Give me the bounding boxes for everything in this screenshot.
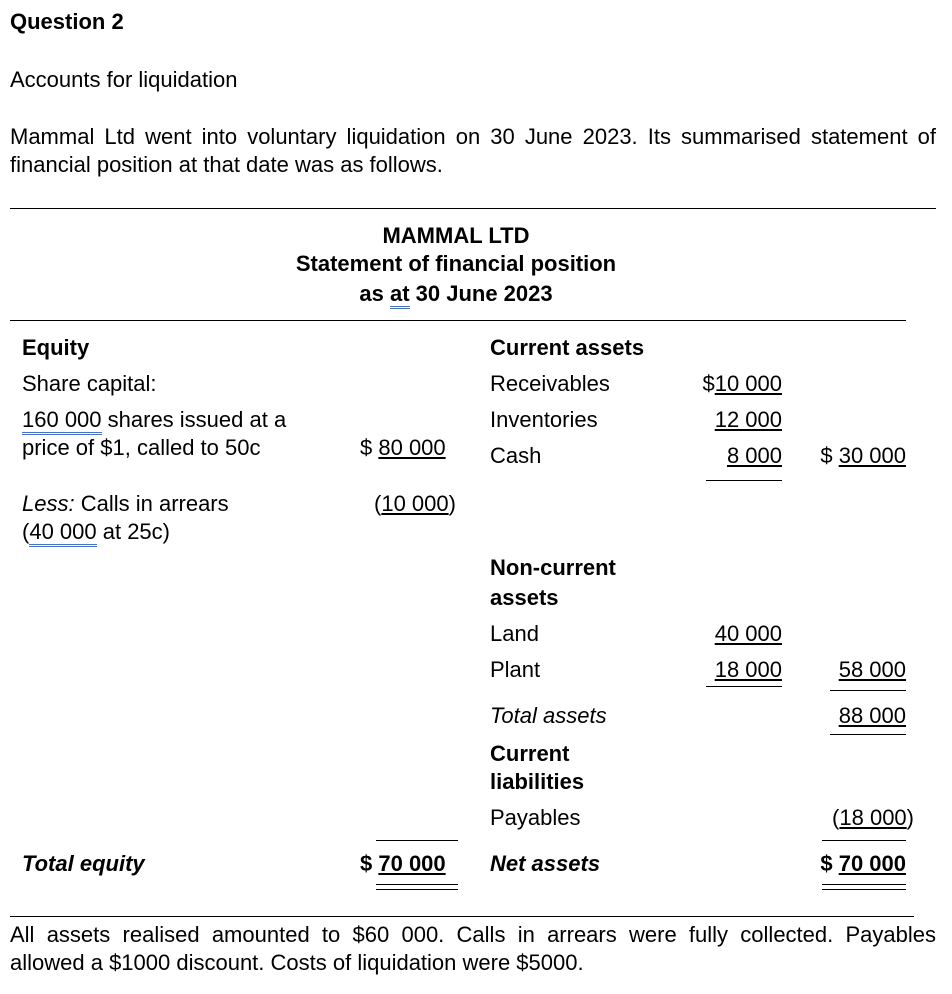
non-current-assets-heading-2: assets [490, 585, 559, 610]
inventories-value: 12 000 [714, 407, 782, 432]
non-current-subtotal-rule [830, 690, 906, 691]
net-assets-top-rule [822, 840, 906, 841]
equity-heading: Equity [22, 335, 90, 360]
current-assets-heading: Current assets [490, 335, 645, 360]
shares-issued-line-2: price of $1, called to 50c [22, 435, 261, 460]
plant-label: Plant [490, 657, 541, 682]
question-subheading: Accounts for liquidation [10, 67, 238, 92]
top-rule [10, 208, 936, 209]
net-assets-double-rule-1 [822, 884, 906, 885]
receivables-label: Receivables [490, 371, 610, 396]
non-current-assets-heading-1: Non-current [490, 555, 616, 580]
total-assets-label: Total assets [490, 703, 607, 728]
cash-value: 8 000 [726, 443, 782, 468]
plant-value: 18 000 [714, 657, 782, 682]
total-equity-label: Total equity [22, 851, 145, 876]
current-assets-rule [706, 480, 782, 481]
share-capital-value: $ 80 000 [360, 435, 446, 460]
header-rule [10, 320, 906, 321]
current-liabilities-heading-1: Current [490, 741, 570, 766]
calls-in-arrears-detail: (40 000 at 25c) [22, 519, 170, 545]
cash-label: Cash [490, 443, 542, 468]
non-current-subtotal: 58 000 [838, 657, 906, 682]
calls-in-arrears-value: (10 000) [374, 491, 456, 516]
company-name: MAMMAL LTD [382, 223, 530, 248]
net-assets-double-rule-2 [822, 889, 906, 890]
net-assets-label: Net assets [490, 851, 601, 876]
statement-title: Statement of financial position [295, 251, 617, 276]
inventories-label: Inventories [490, 407, 598, 432]
share-capital-label: Share capital: [22, 371, 157, 396]
total-equity-value: $ 70 000 [360, 851, 446, 876]
shares-issued-line-1: 160 000 shares issued at a [22, 407, 286, 433]
total-equity-double-rule-1 [376, 884, 458, 885]
question-heading: Question 2 [10, 9, 124, 34]
payables-label: Payables [490, 805, 581, 830]
footer-paragraph: All assets realised amounted to $60 000. Calls in arrears were fully collected. Payables allowed a $1000 discount. Costs of liquidation were $5000. [10, 922, 936, 975]
statement-date: as at 30 June 2023 [160, 281, 752, 307]
total-equity-top-rule [376, 840, 458, 841]
receivables-value: $10 000 [702, 371, 782, 396]
total-assets-value: 88 000 [838, 703, 906, 728]
current-liabilities-heading-2: liabilities [490, 769, 585, 794]
payables-value: (18 000) [832, 805, 914, 830]
land-value: 40 000 [714, 621, 782, 646]
land-label: Land [490, 621, 539, 646]
current-assets-subtotal: $ 30 000 [820, 443, 906, 468]
total-equity-double-rule-2 [376, 889, 458, 890]
calls-in-arrears-label: Less: Calls in arrears [22, 491, 229, 516]
total-assets-rule [830, 734, 906, 735]
intro-paragraph: Mammal Ltd went into voluntary liquidation on 30 June 2023. Its summarised statement of financial position at that date was as follows. [10, 124, 936, 177]
net-assets-value: $ 70 000 [820, 851, 906, 876]
non-current-double-rule [706, 686, 782, 687]
bottom-rule [10, 916, 914, 917]
